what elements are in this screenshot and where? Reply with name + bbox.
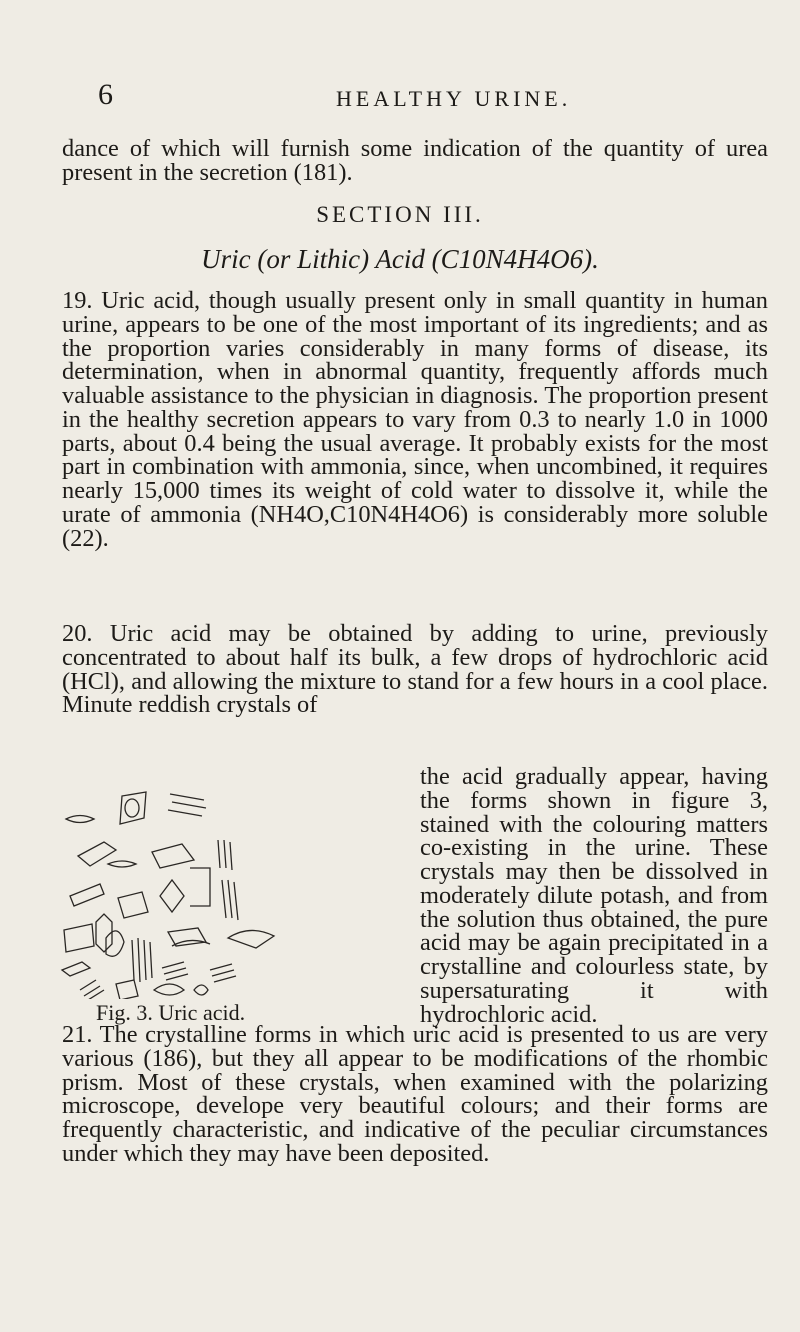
crystal-drawings xyxy=(60,784,350,999)
figure-caption: Fig. 3. Uric acid. xyxy=(96,1000,246,1025)
crystal xyxy=(62,962,90,976)
crystal xyxy=(116,980,138,999)
uric-acid-crystals-figure xyxy=(60,784,350,1024)
section-subheading: Uric (or Lithic) Acid (C10N4H4O6). xyxy=(201,244,599,274)
crystal xyxy=(106,931,124,956)
crystal xyxy=(210,964,236,982)
page-header xyxy=(98,78,730,114)
crystal xyxy=(78,842,116,866)
intro-paragraph: dance of which will furnish some indication of the quantity of urea present in the secretion (181). xyxy=(62,135,768,186)
crystal xyxy=(160,880,184,912)
paragraph-21: 21. The crystalline forms in which uric acid is presented to us are very various (186), but they all appear to be modifications of the rhombic prism. Most of these crystals, when examined with the polarizing microscope, develope very beautiful colours; and their forms are frequently characteristic, and indicative of the peculiar circumstances under which they may have been deposited. xyxy=(62,1021,768,1167)
crystal xyxy=(218,840,232,870)
crystal xyxy=(66,816,94,823)
crystal xyxy=(168,794,206,816)
page-number: 6 xyxy=(98,78,113,111)
crystal xyxy=(190,868,210,906)
crystal xyxy=(64,924,94,952)
section-heading: SECTION III. xyxy=(316,202,484,227)
paragraph-19: 19. Uric acid, though usually present only in small quantity in human urine, appears to be one of the most important of its ingredients; and as the proportion varies considerably in many forms of disease, its determination, when in abnormal quantity, frequently affords much valuable assistance to the physician in diagnosis. The proportion present in the healthy secretion appears to vary from 0.3 to nearly 1.0 in 1000 parts, about 0.4 being the usual average. It probably exists for the most part in combination with ammonia, since, when uncombined, it requires nearly 15,000 times its weight of cold water to dissolve it, while the urate of ammonia (NH4O,C10N4H4O6) is considerably more soluble (22). xyxy=(62,287,768,552)
crystal xyxy=(70,884,104,906)
crystal xyxy=(162,962,188,980)
crystal xyxy=(118,892,148,918)
crystal xyxy=(108,861,136,867)
crystal xyxy=(194,985,208,995)
paragraph-20-start: 20. Uric acid may be obtained by adding to urine, previously concentrated to about half its bulk, a few drops of hydrochloric acid (HCl), and allowing the mixture to stand for a few hours in a cool place. Minute reddish crystals of xyxy=(62,620,768,719)
crystal xyxy=(120,792,146,824)
crystal xyxy=(132,938,152,982)
crystal xyxy=(168,928,206,946)
running-head: HEALTHY URINE. xyxy=(336,86,572,111)
crystal xyxy=(96,914,112,952)
crystal xyxy=(125,799,139,817)
crystal xyxy=(228,930,274,948)
crystal xyxy=(154,984,184,995)
crystal xyxy=(80,980,104,999)
crystal xyxy=(152,844,194,868)
paragraph-20-right: the acid gradually appear, having the forms shown in figure 3, stained with the colouring matters co-existing in the urine. These crystals may then be dissolved in moderately dilute potash, and from the solution thus obtained, the pure acid may be again precipitated in a crystalline and colourless state, by supersaturating it with hydrochloric acid. xyxy=(420,763,768,1028)
crystal xyxy=(222,880,238,920)
